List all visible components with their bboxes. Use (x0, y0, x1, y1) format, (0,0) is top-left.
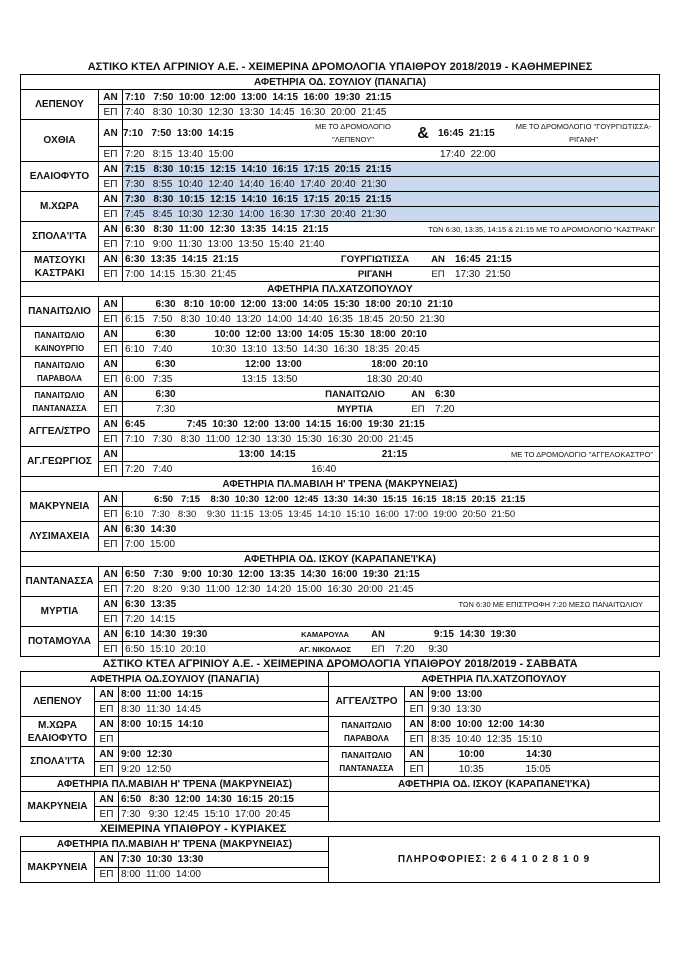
times-ep: 8:30 11:30 14:45 (119, 702, 329, 717)
dir-ep: ΕΠ (99, 612, 123, 627)
times-ep: 7:30 8:55 10:40 12:40 14:40 16:40 17:40 20:40 21:30 (123, 177, 660, 192)
route-panaitolio: ΠΑΝΑΙΤΩΛΙΟ (21, 297, 99, 327)
route-panaitolio-pantanassa: ΠΑΝΑΙΤΩΛΙΟ ΠΑΝΤΑΝΑΣΣΑ (21, 387, 99, 417)
dir-an: ΑΝ (99, 192, 123, 207)
dir-ep: ΕΠ (95, 732, 119, 747)
dir-an: ΑΝ (95, 717, 119, 732)
potamoula-ep-cell (123, 642, 660, 657)
ochthia-ep-cell (123, 147, 660, 162)
times-an: 6:30 10:00 12:00 13:00 14:05 15:30 18:00 20:10 (123, 327, 660, 342)
dir-ep: ΕΠ (405, 732, 429, 747)
times-ep-2: 17:30 21:50 (455, 268, 511, 280)
times-ep-2: 7:20 (435, 403, 455, 415)
times-ep: 9:30 13:30 (429, 702, 660, 717)
times-ep: 7:10 7:30 8:30 11:00 12:30 13:30 15:30 16:30 20:00 21:45 (123, 432, 660, 447)
dir-an: ΑΝ (99, 492, 123, 507)
dir-an: ΑΝ (99, 522, 123, 537)
times-ep: 7:10 9:00 11:30 13:00 13:50 15:40 21:40 (123, 237, 660, 252)
timetable-page (20, 60, 660, 883)
sat-route-aggelokastro: ΑΓΓΕΛ/ΣΤΡΟ (329, 687, 405, 717)
times-an: 6:50 7:30 9:00 10:30 12:00 13:35 14:30 16:00 19:30 21:15 (123, 567, 660, 582)
dir-an: ΑΝ (99, 597, 123, 612)
times-ep: 7:30 9:30 12:45 15:10 17:00 20:45 (119, 807, 329, 822)
sat-route-spolaita: ΣΠΟΛΑ'Ι'ΤΑ (21, 747, 95, 777)
saturday-table (20, 671, 660, 822)
times-an: 6:30 14:30 (123, 522, 660, 537)
times-ep: 8:00 11:00 14:00 (119, 867, 329, 883)
note: ΜΕ ΤΟ ΔΡΟΜΟΛΟΓΙΟ "ΛΕΠΕΝΟΥ" (315, 122, 391, 144)
sunday-title: ΧΕΙΜΕΡΙΝΑ ΥΠΑΙΘΡΟΥ - ΚΥΡΙΑΚΕΣ (100, 823, 287, 835)
potamoula-an-cell (123, 627, 660, 642)
times-an: 9:00 12:30 (119, 747, 329, 762)
dir-ep: ΕΠ (405, 702, 429, 717)
times-ep: 7:30 (125, 403, 176, 415)
times-an: 10:00 14:30 (429, 747, 660, 762)
times-an: 8:00 10:15 14:10 (119, 717, 329, 732)
times-an: 7:10 7:50 10:00 12:00 13:00 14:15 16:00 19:30 21:15 (123, 90, 660, 105)
times-ep-2: 17:40 22:00 (440, 148, 496, 160)
dir-ep: ΕΠ (99, 582, 123, 597)
dir-an: ΑΝ (99, 387, 123, 402)
dir-an: ΑΝ (99, 297, 123, 312)
route-panaitolio-kainourgio: ΠΑΝΑΙΤΩΛΙΟ ΚΑΙΝΟΥΡΓΙΟ (21, 327, 99, 357)
times-an: 6:30 8:30 11:00 12:30 13:35 14:15 21:15 (125, 223, 329, 235)
dir-ep: ΕΠ (99, 177, 123, 192)
times-an: 6:30 13:35 14:15 21:15 (125, 253, 239, 265)
times-ep: 7:40 8:30 10:30 12:30 13:30 14:45 16:30 20:00 21:45 (123, 105, 660, 120)
times-ep: 6:15 7:50 8:30 10:40 13:20 14:00 14:40 16:35 18:45 20:50 21:30 (123, 312, 660, 327)
dir-ep: ΕΠ (405, 762, 429, 777)
times-ep: 10:35 15:05 (429, 762, 660, 777)
times-an: 7:30 10:30 13:30 (119, 852, 329, 868)
route-rigani: ΡΙΓΑΝΗ (357, 268, 393, 280)
times-ep: 6:10 7:40 10:30 13:10 13:50 14:30 16:30 18:35 20:45 (123, 342, 660, 357)
dir-ep: ΕΠ (99, 342, 123, 357)
dir-ep: ΕΠ (95, 867, 119, 883)
sat-route-makryneia: ΜΑΚΡΥΝΕΙΑ (21, 792, 95, 822)
dir-an: ΑΝ (405, 747, 429, 762)
times-ep: 7:00 14:15 15:30 21:45 (125, 268, 237, 280)
dir-ep: ΕΠ (99, 402, 123, 417)
dir-ep: ΕΠ (99, 267, 123, 282)
sat-section-mavili: ΑΦΕΤΗΡΙΑ ΠΛ.ΜΑΒΙΛΗ Η' ΤΡΕΝΑ (ΜΑΚΡΥΝΕΙΑΣ) (21, 777, 329, 792)
route-ag-nikolaos: ΑΓ. ΝΙΚΟΛΑΟΣ (298, 644, 352, 654)
dir-ep: ΕΠ (99, 642, 123, 657)
route-kamaroula: ΚΑΜΑΡΟΥΛΑ (301, 629, 349, 639)
route-panaitolio-paravola: ΠΑΝΑΙΤΩΛΙΟ ΠΑΡΑΒΟΛΑ (21, 357, 99, 387)
times-ep: 9:20 12:50 (119, 762, 329, 777)
times-an: 6:30 13:35 (125, 598, 177, 610)
dir-an-2: ΑΝ (371, 628, 385, 640)
matsouki-an-cell (123, 252, 660, 267)
dir-an: ΑΝ (405, 687, 429, 702)
dir-ep-2: ΕΠ (431, 268, 445, 280)
times-an-2: 9:15 14:30 19:30 (395, 628, 517, 640)
route-myrtia-2: ΜΥΡΤΙΑ (337, 403, 373, 415)
route-lepenou: ΛΕΠΕΝΟΥ (21, 90, 99, 120)
times-an: 6:50 7:15 8:30 10:30 12:00 12:45 13:30 14:30 15:15 16:15 18:15 20:15 21:15 (123, 492, 660, 507)
dir-ep: ΕΠ (99, 537, 123, 552)
times-an: 8:00 10:00 12:00 14:30 (429, 717, 660, 732)
times-an: 7:30 8:30 10:15 12:15 14:10 16:15 17:15 20:15 21:15 (123, 192, 660, 207)
dir-ep-2: ΕΠ (371, 643, 385, 655)
dir-an: ΑΝ (99, 162, 123, 177)
times-an-2: 16:45 21:15 (438, 127, 495, 139)
section-header-iskou: ΑΦΕΤΗΡΙΑ ΟΔ. ΙΣΚΟΥ (ΚΑΡΑΠΑΝΕ'Ι'ΚΑ) (21, 552, 660, 567)
ampersand: & (417, 124, 429, 142)
times-ep: 6:50 15:10 20:10 (125, 643, 206, 655)
dir-ep: ΕΠ (99, 237, 123, 252)
sat-empty-block (329, 792, 660, 822)
dir-an: ΑΝ (99, 417, 123, 432)
times-ep (119, 732, 329, 747)
note: ΤΩΝ 6:30, 13:35, 14:15 & 21:15 ΜΕ ΤΟ ΔΡΟΜΟΛΟΓΙΟ "ΚΑΣΤΡΑΚΙ" (428, 224, 655, 234)
route-lysimacheia: ΛΥΣΙΜΑΧΕΙΑ (21, 522, 99, 552)
panaitolio-pantanassa-an-cell (123, 387, 660, 402)
route-myrtia: ΜΥΡΤΙΑ (21, 597, 99, 627)
times-an-2: 6:30 (435, 388, 456, 400)
route-ochthia: ΟΧΘΙΑ (21, 120, 99, 162)
times-ep: 7:20 14:15 (123, 612, 660, 627)
dir-an-2: ΑΝ (411, 388, 425, 400)
dir-ep: ΕΠ (99, 312, 123, 327)
dir-an: ΑΝ (99, 627, 123, 642)
dir-an: ΑΝ (95, 852, 119, 868)
dir-ep: ΕΠ (99, 105, 123, 120)
times-an: 8:00 11:00 14:15 (119, 687, 329, 702)
sat-route-lepenou: ΛΕΠΕΝΟΥ (21, 687, 95, 717)
times-an: 7:15 8:30 10:15 12:15 14:10 16:15 17:15 20:15 21:15 (123, 162, 660, 177)
ag-georgios-an-cell (123, 447, 660, 462)
times-ep-2: 7:20 9:30 (395, 643, 448, 655)
dir-an-2: ΑΝ (431, 253, 445, 265)
times-an: 6:30 8:10 10:00 12:00 13:00 14:05 15:30 18:00 20:10 21:10 (123, 297, 660, 312)
section-header-souliou: ΑΦΕΤΗΡΙΑ ΟΔ. ΣΟΥΛΙΟΥ (ΠΑΝΑΓΙΑ) (21, 75, 660, 90)
panaitolio-pantanassa-ep-cell (123, 402, 660, 417)
sunday-table (20, 836, 660, 883)
times-an: 13:00 14:15 21:15 (125, 448, 408, 460)
dir-ep: ΕΠ (99, 207, 123, 222)
dir-an: ΑΝ (99, 567, 123, 582)
dir-an: ΑΝ (99, 222, 123, 237)
dir-ep: ΕΠ (95, 762, 119, 777)
sat-route-mxora: Μ.ΧΩΡΑ ΕΛΑΙΟΦΥΤΟ (21, 717, 95, 747)
dir-ep: ΕΠ (99, 372, 123, 387)
dir-ep: ΕΠ (99, 432, 123, 447)
weekday-title: ΑΣΤΙΚΟ ΚΤΕΛ ΑΓΡΙΝΙΟΥ Α.Ε. - ΧΕΙΜΕΡΙΝΑ ΔΡΟΜΟΛΟΓΙΑ ΥΠΑΙΘΡΟΥ 2018/2019 - ΚΑΘΗΜΕΡΙΝΕΣ (87, 61, 593, 73)
dir-ep: ΕΠ (95, 702, 119, 717)
times-an: 9:00 13:00 (429, 687, 660, 702)
times-ep: 7:20 7:40 16:40 (123, 462, 660, 477)
times-ep: 8:35 10:40 12:35 15:10 (429, 732, 660, 747)
times-an-2: 16:45 21:15 (455, 253, 512, 265)
route-ag-georgios: ΑΓ.ΓΕΩΡΓΙΟΣ (21, 447, 99, 477)
route-gourgiotissa: ΓΟΥΡΓΙΩΤΙΣΣΑ (340, 253, 410, 265)
times-an: 7:10 7:50 13:00 14:15 (123, 127, 234, 139)
dir-ep: ΕΠ (99, 462, 123, 477)
matsouki-ep-cell (123, 267, 660, 282)
section-header-mavili: ΑΦΕΤΗΡΙΑ ΠΛ.ΜΑΒΙΛΗ Η' ΤΡΕΝΑ (ΜΑΚΡΥΝΕΙΑΣ) (21, 477, 660, 492)
dir-an: ΑΝ (99, 90, 123, 105)
route-mxora: Μ.ΧΩΡΑ (21, 192, 99, 222)
sun-section-mavili: ΑΦΕΤΗΡΙΑ ΠΛ.ΜΑΒΙΛΗ Η' ΤΡΕΝΑ (ΜΑΚΡΥΝΕΙΑΣ) (21, 837, 329, 852)
sat-route-panaitolio-pantanassa: ΠΑΝΑΙΤΩΛΙΟ ΠΑΝΤΑΝΑΣΣΑ (329, 747, 405, 777)
saturday-title: ΑΣΤΙΚΟ ΚΤΕΛ ΑΓΡΙΝΙΟΥ Α.Ε. - ΧΕΙΜΕΡΙΝΑ ΔΡΟΜΟΛΟΓΙΑ ΥΠΑΙΘΡΟΥ 2018/2019 - ΣΑΒΒΑΤΑ (102, 658, 578, 670)
note: ΤΩΝ 6:30 ΜΕ ΕΠΙΣΤΡΟΦΗ 7:20 ΜΕΣΩ ΠΑΝΑΙΤΩΛΙΟΥ (458, 599, 643, 609)
dir-an: ΑΝ (95, 747, 119, 762)
sat-route-panaitolio-paravola: ΠΑΝΑΙΤΩΛΙΟ ΠΑΡΑΒΟΛΑ (329, 717, 405, 747)
note: ΜΕ ΤΟ ΔΡΟΜΟΛΟΓΙΟ "ΑΓΓΕΛΟΚΑΣΤΡΟ" (510, 449, 654, 459)
sun-route-makryneia: ΜΑΚΡΥΝΕΙΑ (21, 852, 95, 883)
dir-an: ΑΝ (99, 357, 123, 372)
sat-section-iskou: ΑΦΕΤΗΡΙΑ ΟΔ. ΙΣΚΟΥ (ΚΑΡΑΠΑΝΕ'Ι'ΚΑ) (329, 777, 660, 792)
dir-ep-2: ΕΠ (411, 403, 425, 415)
dir-an: ΑΝ (405, 717, 429, 732)
sat-section-chatzopoulou: ΑΦΕΤΗΡΙΑ ΠΛ.ΧΑΤΖΟΠΟΥΛΟΥ (329, 672, 660, 687)
times-an: 6:30 12:00 13:00 18:00 20:10 (123, 357, 660, 372)
route-matsouki: ΜΑΤΣΟΥΚΙ ΚΑΣΤΡΑΚΙ (21, 252, 99, 282)
route-panaitolio-2: ΠΑΝΑΙΤΩΛΙΟ (325, 388, 385, 400)
section-header-chatzopoulou: ΑΦΕΤΗΡΙΑ ΠΛ.ΧΑΤΖΟΠΟΥΛΟΥ (21, 282, 660, 297)
times-ep: 6:10 7:30 8:30 9:30 11:15 13:05 13:45 14:10 15:10 16:00 17:00 19:00 20:50 21:50 (123, 507, 660, 522)
times-an: 6:10 14:30 19:30 (125, 628, 208, 640)
dir-an: ΑΝ (99, 447, 123, 462)
note-2: ΜΕ ΤΟ ΔΡΟΜΟΛΟΓΙΟ "ΓΟΥΡΓΙΩΤΙΣΣΑ-ΡΙΓΑΝΗ" (515, 122, 652, 144)
times-ep: 7:00 15:00 (123, 537, 660, 552)
dir-an: ΑΝ (99, 252, 123, 267)
route-makryneia: ΜΑΚΡΥΝΕΙΑ (21, 492, 99, 522)
ochthia-an-cell (123, 120, 660, 147)
dir-an: ΑΝ (99, 120, 123, 147)
route-potamoula: ΠΟΤΑΜΟΥΛΑ (21, 627, 99, 657)
dir-an: ΑΝ (95, 792, 119, 807)
route-spolaita: ΣΠΟΛΑ'Ι'ΤΑ (21, 222, 99, 252)
dir-ep: ΕΠ (99, 507, 123, 522)
spolaita-an-cell (123, 222, 660, 237)
dir-an: ΑΝ (99, 327, 123, 342)
times-ep: 7:20 8:20 9:30 11:00 12:30 14:20 15:00 16:30 20:00 21:45 (123, 582, 660, 597)
route-pantanassa: ΠΑΝΤΑΝΑΣΣΑ (21, 567, 99, 597)
times-an: 6:30 (125, 388, 176, 400)
times-an: 6:50 8:30 12:00 14:30 16:15 20:15 (119, 792, 329, 807)
times-ep: 7:45 8:45 10:30 12:30 14:00 16:30 17:30 20:40 21:30 (123, 207, 660, 222)
route-aggelokastro: ΑΓΓΕΛ/ΣΤΡΟ (21, 417, 99, 447)
weekday-table (20, 74, 660, 657)
info-phone: ΠΛΗΡΟΦΟΡΙΕΣ: 2 6 4 1 0 2 8 1 0 9 (329, 837, 660, 883)
times-ep: 7:20 8:15 13:40 15:00 (125, 148, 234, 160)
route-elaiofyto: ΕΛΑΙΟΦΥΤΟ (21, 162, 99, 192)
times-ep: 6:00 7:35 13:15 13:50 18:30 20:40 (123, 372, 660, 387)
dir-an: ΑΝ (95, 687, 119, 702)
dir-ep: ΕΠ (99, 147, 123, 162)
times-an: 6:45 7:45 10:30 12:00 13:00 14:15 16:00 19:30 21:15 (123, 417, 660, 432)
dir-ep: ΕΠ (95, 807, 119, 822)
myrtia-an-cell (123, 597, 660, 612)
sat-section-souliou: ΑΦΕΤΗΡΙΑ ΟΔ.ΣΟΥΛΙΟΥ (ΠΑΝΑΓΙΑ) (21, 672, 329, 687)
